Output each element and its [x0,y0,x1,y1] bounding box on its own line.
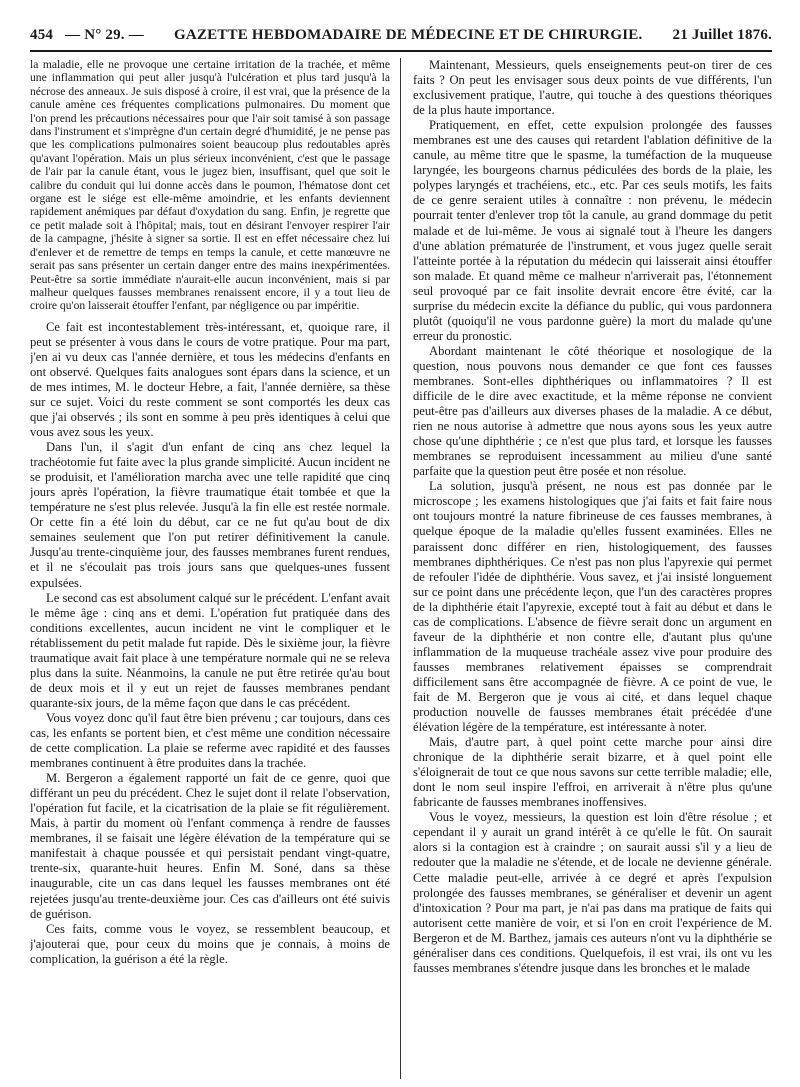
page-number: 454 [30,26,54,43]
issue-date: 21 Juillet 1876. [672,26,772,43]
journal-title: GAZETTE HEBDOMADAIRE DE MÉDECINE ET DE CHIRURGIE. [174,26,643,43]
paragraph: La solution, jusqu'à présent, ne nous est pas donnée par le microscope ; les examens histologiques que j'ai faits et fait faire nous ont toujours montré la nature fibrineuse de ces fausses membranes, à quelque époque de la maladie qu'elles fussent examinées. Elles ne paraissent donc différer en rien, histologiquement, des fausses membranes diphthériques. Ce n'est pas non plus l'apyrexie qui permet de refouler l'idée de diphthérie. Vous savez, et j'ai insisté longuement sur ce point dans une précédente leçon, que l'un des caractères propres de la diphthérie était l'apyrexie, excepté tout à fait au début et dans le cas de complications. L'absence de fièvre serait donc un argument en faveur de la diphthérie et non contre elle, d'autant plus qu'une inflammation de la muqueuse trachéale assez vive pour produire des fausses membranes relativement épaisses se comprendrait difficilement sans être accompagnée de fièvre. A ce point de vue, le fait de M. Bergeron que je vous ai cité, et dans lequel chaque production nouvelle de fausses membranes était précédée d'une élévation légère de la température, est intéressante à noter. [413,479,772,735]
paragraph: Dans l'un, il s'agit d'un enfant de cinq ans chez lequel la trachéotomie fut faite avec la plus grande simplicité. Aucun incident ne se produisit, et l'amélioration marcha avec une telle rapidité que cinq jours après l'opération, la fièvre traumatique était tombée et que la température ne s'est plus relevée. Jusqu'à la fin elle est restée normale. Or cette fin a été loin du début, car ce ne fut qu'au bout de dix semaines seulement que l'on put retirer définitivement la canule. Jusqu'au trente-cinquième jour, des fausses membranes furent rendues, et il ne s'écoulait pas trois jours sans que quelques-unes fussent expulsées. [30,440,390,590]
paragraph: Abordant maintenant le côté théorique et nosologique de la question, nous pouvons nous demander ce que font ces fausses membranes. Sont-elles diphthériques ou inflammatoires ? Il est difficile de le dire avec exactitude, et la même réponse ne convient peut-être pas d'ailleurs aux diverses phases de la maladie. A ce début, rien ne nous autorise à admettre que nous ayons sous les yeux autre chose qu'une diphthérie ; ce n'est que plus tard, et lorsque les fausses membranes se reproduisent incessamment au milieu d'une santé parfaite que la question peut être posée et non résolue. [413,343,772,479]
paragraph: Ce fait est incontestablement très-intéressant, et, quoique rare, il peut se présenter à vous dans le cours de votre pratique. Pour ma part, j'en ai vu deux cas l'année dernière, et tous les médecins d'enfants en ont observé. Quelques faits analogues sont épars dans la science, et un de mes intimes, M. le docteur Hebre, a fait, l'année dernière, sa thèse sur ce sujet. Voici du reste comment se sont comportés les deux cas que j'ai observés ; ils sont en somme à peu près identiques à celui que vous avez sous les yeux. [30,319,390,440]
paragraph: Mais, d'autre part, à quel point cette marche pour ainsi dire chronique de la diphthérie serait bizarre, et à quel point elle s'éloignerait de tout ce que nous savons sur cette terrible maladie; elle, dont le nom seul inspire l'effroi, en arriverait à n'être plus qu'une fabricante de fausses membranes inoffensives. [413,735,772,810]
paragraph: M. Bergeron a également rapporté un fait de ce genre, quoi que différant un peu du précédent. Chez le sujet dont il relate l'observation, l'opération fut facile, et la cicatrisation de la plaie se fit régulièrement. Mais, à partir du moment où l'enfant commença à rendre de fausses membranes, il se faisait une légère élévation de la température qui se manifestait à chaque poussée et qui persistait pendant vingt-quatre, trente-six, quarante-huit heures. Enfin M. Soné, dans sa thèse inaugurable, cite un cas dans lequel les fausses membranes ont été rejetées jusqu'au trente-deuxième jour. Ces cas d'ailleurs ont été suivis de guérison. [30,771,390,921]
issue-number: — N° 29. — [65,26,144,43]
paragraph: Le second cas est absolument calqué sur le précédent. L'enfant avait le même âge : cinq ans et demi. L'opération fut pratiquée dans des conditions excellentes, aucun incident ne vint le compliquer et le rétablissement du petit malade fut rapide. Dès le sixième jour, la fièvre traumatique avait fait place à une température normale qui ne se releva plus dans la suite. Néanmoins, la canule ne put être retirée qu'au bout de deux mois et il y eut un rejet de fausses membranes pendant quarante-six jours, de la même façon que dans le cas précédent. [30,590,390,710]
paragraph-continuation: la maladie, elle ne provoque une certaine irritation de la trachée, et même une inflammation qui peut aller jusqu'à l'ulcération et plus tard jusqu'à la nécrose des anneaux. Je suis disposé à croire, il est vrai, que la présence de la canule amène ces fréquentes complications pulmonaires. Du moment que l'on prend les précautions nécessaires pour que l'air soit tamisé à son passage dans l'instrument et s'imprègne d'un certain degré d'humidité, je ne pense pas que les complications pulmonaires soient beaucoup plus redoutables après qu'avant l'opération. Mais un plus sérieux inconvénient, c'est que le passage de l'air par la canule étant, vous le jugez bien, insuffisant, quel que soit le calibre du conduit qui lui donne accès dans le poumon, l'hématose dont cet organe est le siége est elle-même amoindrie, et les enfants deviennent rapidement anémiques par défaut d'oxydation du sang. Enfin, je regrette que ce petit malade soit à l'hôpital; mais, tout en désirant l'envoyer respirer l'air de la campagne, j'hésite à signer sa sortie. Il est en effet nécessaire chez lui d'enlever et de remettre de temps en temps la canule, et cette manœuvre ne serait pas sans présenter un certain danger entre des mains inexpérimentées. Peut-être sa sortie immédiate n'aurait-elle aucun inconvénient, mais si par malheur quelques fausses membranes renaissent encore, il y a tout lieu de croire qu'on laisserait étouffer l'enfant, par négligence ou par impéritie. [30,58,390,313]
paragraph: Ces faits, comme vous le voyez, se ressemblent beaucoup, et j'ajouterai que, pour ceux du moins que je connais, à moins de complication, la guérison a été la règle. [30,921,390,966]
paragraph: Vous le voyez, messieurs, la question est loin d'être résolue ; et cependant il y aurait un grand intérêt à ce qu'elle le fût. On saurait alors si la contagion est à craindre ; on saurait aussi s'il y a lieu de redouter que la maladie ne s'étende, et de locale ne devienne générale. Cette maladie peut-elle, arrivée à ce degré et après l'expulsion prolongée des fausses membranes, se généraliser et devenir un agent d'intoxication ? Pour ma part, je n'ai pas dans ma pratique de faits qui autorisent cette manière de voir, et si l'on en croit l'expérience de M. Bergeron et de M. Barthez, jamais ces auteurs n'ont vu la diphthérie se généraliser dans ces conditions. Quelquefois, il est vrai, ils ont vu les fausses membranes s'étendre jusque dans les bronches et le malade [413,810,772,975]
paragraph: Pratiquement, en effet, cette expulsion prolongée des fausses membranes est une des causes qui retardent l'ablation définitive de la canule, au même titre que le spasme, la tuméfaction de la muqueuse laryngée, les bourgeons charnus pédiculées des bords de la plaie, les polypes laryngés et trachéiens, etc., etc. Par ces seuls motifs, les faits de ce genre seraient utiles à connaître : non prévenu, le médecin pourrait tenter d'enlever trop tôt la canule, au grand dommage du petit malade et de lui-même. Je vous ai signalé tout à l'heure les dangers d'une ablation prématurée de l'instrument, et vous jugez quelle serait l'atteinte portée à la réputation du médecin qui laisserait ainsi étouffer son malade. Et quand même ce malheur n'arriverait pas, l'étonnement seul provoqué par ce fait insolite devrait encore être évité, car la surprise du médecin excite la défiance du public, qui vous pardonnera plutôt (quoiqu'il ne vous pardonne guère) la mort du malade qu'une erreur du pronostic. [413,118,772,343]
running-header [30,20,772,52]
right-column [401,58,772,1079]
text-columns [30,58,772,1079]
paragraph: Maintenant, Messieurs, quels enseignements peut-on tirer de ces faits ? On peut les envisager sous deux points de vue différents, l'un exclusivement pratique, l'autre, qui touche à des questions théoriques de la plus haute importance. [413,58,772,118]
left-column [30,58,401,1079]
header-left [30,27,144,44]
paragraph: Vous voyez donc qu'il faut être bien prévenu ; car toujours, dans ces cas, les enfants se portent bien, et c'est même une condition nécessaire de cette complication. La plaie se referme avec rapidité et des fausses membranes continuent à être produites dans la trachée. [30,710,390,771]
